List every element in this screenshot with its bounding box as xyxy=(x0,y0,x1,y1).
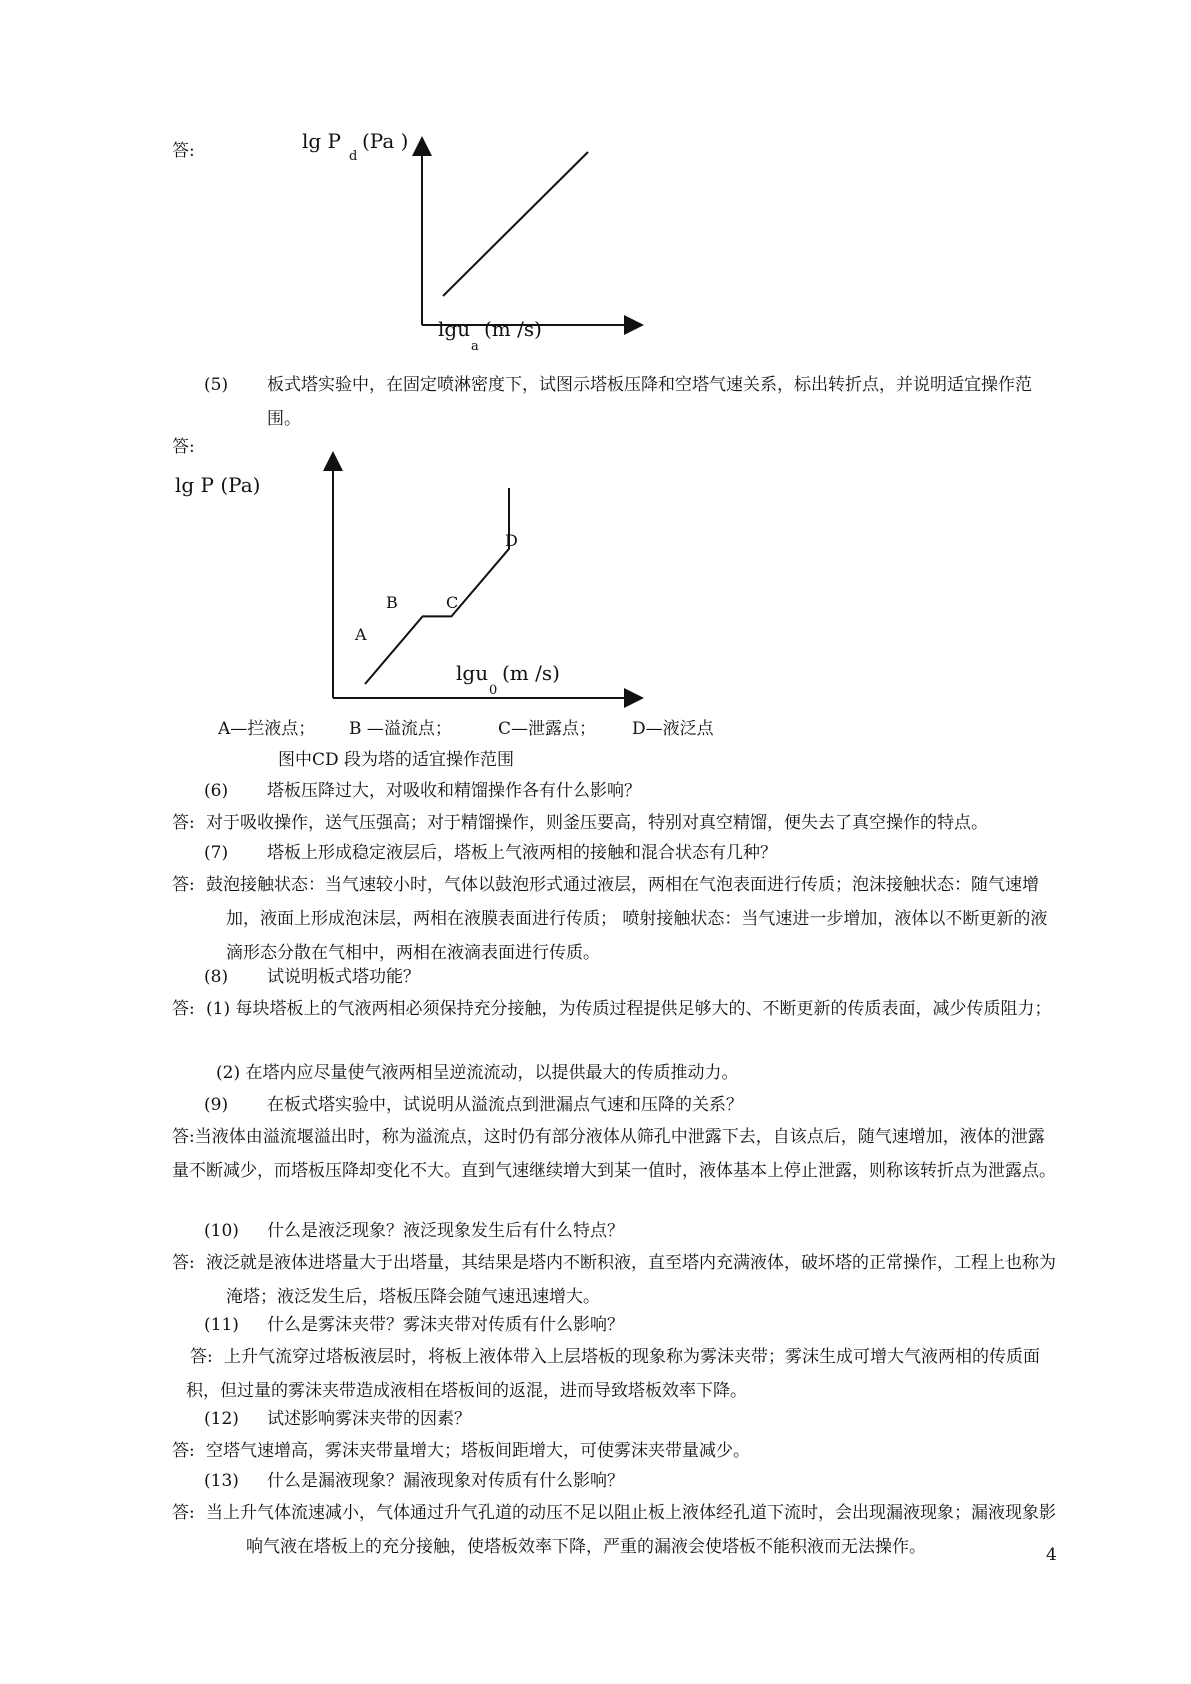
chart2-xlabel-sub: 0 xyxy=(489,683,498,698)
answer-label: 答: xyxy=(172,437,195,457)
chart2-ylabel: lg P (Pa) xyxy=(175,473,261,497)
chart1-xlabel-sub: a xyxy=(471,339,479,354)
a8-text: (1) 每块塔板上的气液两相必须保持充分接触，为传质过程提供足够大的、不断更新的传质表面，减少传质阻力； xyxy=(206,999,1052,1019)
legend-a: A—拦液点； xyxy=(218,719,316,739)
q11-text: 什么是雾沫夹带？雾沫夹带对传质有什么影响？ xyxy=(267,1315,624,1335)
q5-number: (5) xyxy=(204,375,229,395)
chart1-xlabel-unit: (m /s) xyxy=(484,317,542,341)
q5-text: 板式塔实验中，在固定喷淋密度下，试图示塔板压降和空塔气速关系，标出转折点，并说明适宜操作范围。 xyxy=(267,375,1032,429)
a11-text: 上升气流穿过塔板液层时，将板上液体带入上层塔板的现象称为雾沫夹带；雾沫生成可增大气液两相的传质面积，但过量的雾沫夹带造成液相在塔板间的返混，进而导致塔板效率下降。 xyxy=(186,1347,1040,1401)
q9-text: 在板式塔实验中，试说明从溢流点到泄漏点气速和压降的关系？ xyxy=(267,1095,743,1115)
a6-label: 答: xyxy=(172,813,195,833)
a7-label: 答: xyxy=(172,875,195,895)
q8-number: (8) xyxy=(204,967,229,987)
q13-number: (13) xyxy=(204,1471,239,1491)
q10-number: (10) xyxy=(204,1221,239,1241)
page-number: 4 xyxy=(1046,1545,1057,1565)
legend-d: D—液泛点 xyxy=(632,719,714,739)
q12-number: (12) xyxy=(204,1409,239,1429)
chart1-xlabel-main: lgu xyxy=(438,317,471,341)
q6-number: (6) xyxy=(204,781,229,801)
a12-label: 答: xyxy=(172,1441,195,1461)
q12-text: 试述影响雾沫夹带的因素？ xyxy=(267,1409,471,1429)
q11-number: (11) xyxy=(204,1315,239,1335)
q9-number: (9) xyxy=(204,1095,229,1115)
chart1-ylabel-unit: (Pa ) xyxy=(362,129,409,153)
answer-label: 答: xyxy=(172,141,195,161)
q6-text: 塔板压降过大，对吸收和精馏操作各有什么影响？ xyxy=(267,781,641,801)
q8-text: 试说明板式塔功能？ xyxy=(267,967,420,987)
a12-text: 空塔气速增高，雾沫夹带量增大；塔板间距增大，可使雾沫夹带量减少。 xyxy=(206,1441,750,1461)
legend-c: C—泄露点； xyxy=(498,719,597,739)
chart2-point-a: A xyxy=(355,625,367,644)
chart1-ylabel-main: lg P xyxy=(302,129,342,153)
chart2-xlabel-unit: (m /s) xyxy=(502,661,560,685)
a8-text-2: (2) 在塔内应尽量使气液两相呈逆流流动，以提供最大的传质推动力。 xyxy=(216,1063,739,1083)
chart2-point-b: B xyxy=(386,593,398,612)
a10-text: 液泛就是液体进塔量大于出塔量，其结果是塔内不断积液，直至塔内充满液体，破坏塔的正常操作，工程上也称为淹塔；液泛发生后，塔板压降会随气速迅速增大。 xyxy=(206,1253,1056,1307)
a11-label: 答: xyxy=(190,1347,213,1367)
a8-label: 答: xyxy=(172,999,195,1019)
q7-number: (7) xyxy=(204,843,229,863)
q10-text: 什么是液泛现象？液泛现象发生后有什么特点？ xyxy=(267,1221,624,1241)
chart2-point-d: D xyxy=(505,531,518,550)
a6-text: 对于吸收操作，送气压强高；对于精馏操作，则釜压要高，特别对真空精馏，便失去了真空操作的特点。 xyxy=(206,813,988,833)
chart1-series-line xyxy=(443,152,588,296)
a9-text: 答:当液体由溢流堰溢出时，称为溢流点，这时仍有部分液体从筛孔中泄露下去，自该点后，随气速增加，液体的泄露量不断减少，而塔板压降却变化不大。直到气速继续增大到某一值时，液体基本上停止泄露，则称该转折点为泄露点。 xyxy=(172,1127,1056,1181)
a13-text: 当上升气体流速减小，气体通过升气孔道的动压不足以阻止板上液体经孔道下流时，会出现漏液现象；漏液现象影响气液在塔板上的充分接触，使塔板效率下降，严重的漏液会使塔板不能积液而无法操作。 xyxy=(206,1503,1056,1557)
legend-b: B —溢流点； xyxy=(349,719,452,739)
chart2-point-c: C xyxy=(446,593,459,612)
chart2-series-line xyxy=(365,488,509,684)
a13-label: 答: xyxy=(172,1503,195,1523)
q13-text: 什么是漏液现象？漏液现象对传质有什么影响？ xyxy=(267,1471,624,1491)
a10-label: 答: xyxy=(172,1253,195,1273)
chart1-ylabel-sub: d xyxy=(349,149,358,164)
a7-text: 鼓泡接触状态：当气速较小时，气体以鼓泡形式通过液层，两相在气泡表面进行传质；泡沫接触状态：随气速增加，液面上形成泡沫层，两相在液膜表面进行传质； 喷射接触状态：当气速进一步增加，液体以不断更新的液滴形态分散在气相中，两相在液滴表面进行传质。 xyxy=(206,875,1048,963)
q7-text: 塔板上形成稳定液层后，塔板上气液两相的接触和混合状态有几种？ xyxy=(267,843,777,863)
chart2-caption: 图中CD 段为塔的适宜操作范围 xyxy=(278,750,515,770)
chart2-xlabel-main: lgu xyxy=(456,661,489,685)
